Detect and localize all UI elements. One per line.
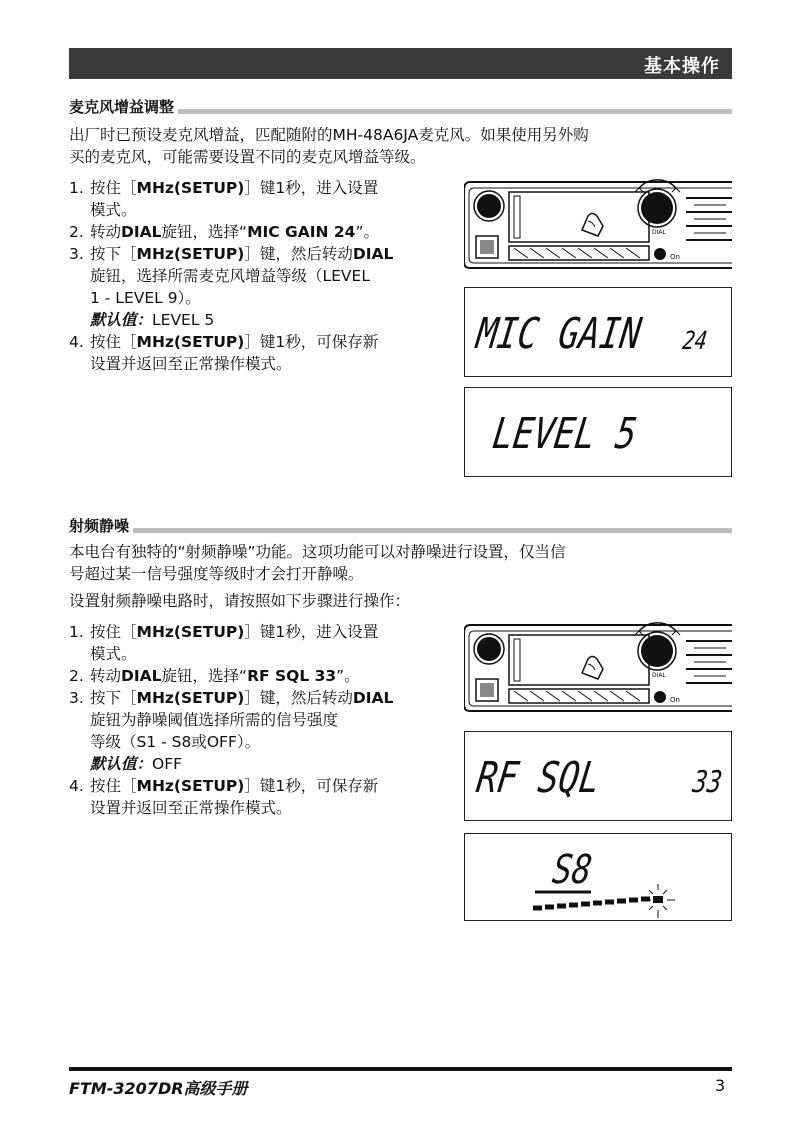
s-meter-bar: [465, 834, 731, 920]
lcd-level: [464, 387, 732, 477]
manual-title: FTM-3207DR高级手册: [69, 1079, 248, 1098]
section-title: 射频静噪: [69, 517, 133, 535]
svg-text:DIAL: DIAL: [652, 229, 666, 236]
svg-text:On: On: [670, 253, 680, 261]
chapter-header-bar: [69, 48, 732, 79]
lcd-signal-value: S8: [549, 845, 595, 893]
lcd-menu-name: MIC GAIN: [473, 309, 645, 359]
lcd-menu-name: RF SQL: [473, 753, 604, 803]
section-mic-gain-intro: 出厂时已预设麦克风增益，匹配随附的MH-48A6JA麦克风。如果使用另外购 买的麦克风，可能需要设置不同的麦克风增益等级。: [69, 126, 589, 166]
default-value-line: 默认值：OFF: [90, 755, 183, 773]
section-mic-gain-heading: [69, 98, 732, 116]
radio-front-panel-illustration: [464, 178, 732, 270]
section-title: 麦克风增益调整: [69, 98, 178, 116]
rf-squelch-steps: [69, 621, 429, 819]
lcd-menu-number: 24: [680, 325, 710, 355]
step-4: 4. 按住［MHz(SETUP)］键1秒，可保存新 设置并返回至正常操作模式。: [69, 777, 379, 817]
chapter-title: 基本操作: [644, 56, 720, 77]
radio-front-panel-illustration: [464, 621, 732, 713]
lcd-signal-level: [464, 833, 732, 921]
step-1: 1. 按住［MHz(SETUP)］键1秒，进入设置 模式。: [69, 179, 379, 219]
section-rf-squelch-heading: [69, 517, 732, 535]
mic-gain-steps: [69, 177, 429, 375]
step-3: 3. 按下［MHz(SETUP)］键，然后转动DIAL 旋钮为静噪阈值选择所需的信号强度 等级（S1 - S8或OFF）。: [69, 689, 394, 751]
radio-panel-svg: [464, 621, 732, 713]
step-2: 2. 转动DIAL旋钮，选择“RF SQL 33”。: [69, 667, 360, 685]
default-value-line: 默认值：LEVEL 5: [90, 311, 215, 329]
step-3: 3. 按下［MHz(SETUP)］键，然后转动DIAL 旋钮，选择所需麦克风增益等级（LEVEL 1 - LEVEL 9）。: [69, 245, 394, 307]
svg-text:DIAL: DIAL: [652, 672, 666, 679]
lcd-mic-gain: [464, 287, 732, 377]
lcd-level-value: LEVEL 5: [489, 409, 640, 459]
lcd-menu-number: 33: [690, 764, 725, 800]
footer-rule: [69, 1067, 732, 1071]
step-1: 1. 按住［MHz(SETUP)］键1秒，进入设置 模式。: [69, 623, 379, 663]
svg-text:On: On: [670, 696, 680, 704]
section-rf-squelch-intro: 本电台有独特的“射频静噪”功能。这项功能可以对静噪进行设置，仅当信 号超过某一信号强度等级时才会打开静噪。 设置射频静噪电路时，请按照如下步骤进行操作：: [69, 543, 566, 610]
lcd-rf-sql: [464, 731, 732, 821]
step-2: 2. 转动DIAL旋钮，选择“MIC GAIN 24”。: [69, 223, 379, 241]
page-number: 3: [715, 1076, 726, 1095]
step-4: 4. 按住［MHz(SETUP)］键1秒，可保存新 设置并返回至正常操作模式。: [69, 333, 379, 373]
radio-panel-svg: [464, 178, 732, 270]
